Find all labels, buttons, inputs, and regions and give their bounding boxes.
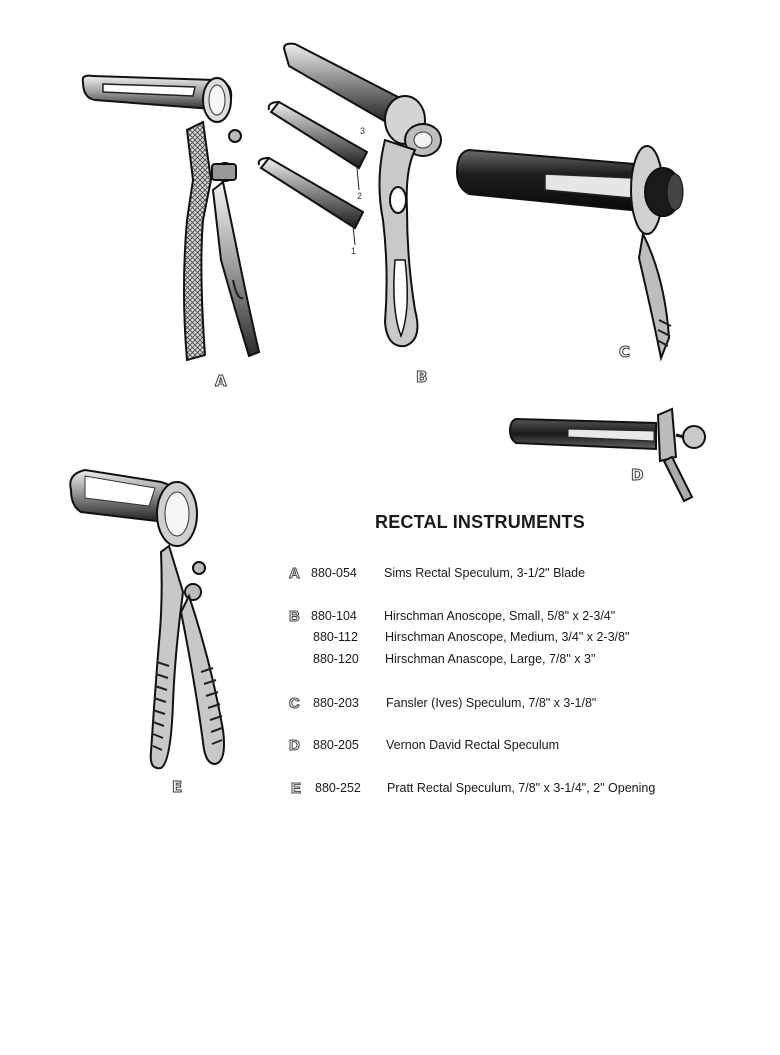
item-letter: E [291, 780, 302, 797]
item-code: 880-054 [311, 566, 357, 580]
item-code: 880-252 [315, 781, 361, 795]
figure-b-hirschman-anoscope [255, 40, 450, 355]
figure-label-c: C [619, 343, 631, 361]
item-code: 880-203 [313, 696, 359, 710]
item-description: Fansler (Ives) Speculum, 7/8" x 3-1/8" [386, 696, 597, 710]
blade-size-1: 1 [351, 246, 357, 256]
item-letter: A [289, 565, 300, 582]
figure-label-b: B [416, 368, 428, 386]
blade-size-2: 2 [357, 191, 363, 201]
page-title: RECTAL INSTRUMENTS [375, 512, 585, 532]
item-description: Hirschman Anoscope, Small, 5/8" x 2-3/4" [384, 609, 616, 623]
figure-e-pratt-speculum [65, 462, 235, 774]
item-code: 880-120 [313, 652, 359, 666]
item-letter: B [289, 608, 300, 625]
figure-label-a: A [215, 372, 227, 390]
item-description: Hirschman Anascope, Large, 7/8" x 3" [385, 652, 596, 666]
item-code: 880-104 [311, 609, 357, 623]
figure-c-fansler-speculum [455, 138, 690, 366]
item-letter: C [289, 695, 300, 712]
item-letter: D [289, 737, 300, 754]
item-description: Vernon David Rectal Speculum [386, 738, 560, 752]
item-description: Pratt Rectal Speculum, 7/8" x 3-1/4", 2" Opening [387, 781, 656, 795]
item-description: Sims Rectal Speculum, 3-1/2" Blade [384, 566, 586, 580]
figure-label-e: E [172, 778, 183, 796]
item-code: 880-112 [313, 630, 358, 644]
blade-size-3: 3 [360, 126, 366, 136]
figure-d-vernon-david-speculum [508, 405, 708, 510]
item-code: 880-205 [313, 738, 359, 752]
figure-a-sims-speculum [75, 70, 265, 370]
item-description: Hirschman Anoscope, Medium, 3/4" x 2-3/8" [385, 630, 630, 644]
figure-label-d: D [631, 466, 644, 484]
